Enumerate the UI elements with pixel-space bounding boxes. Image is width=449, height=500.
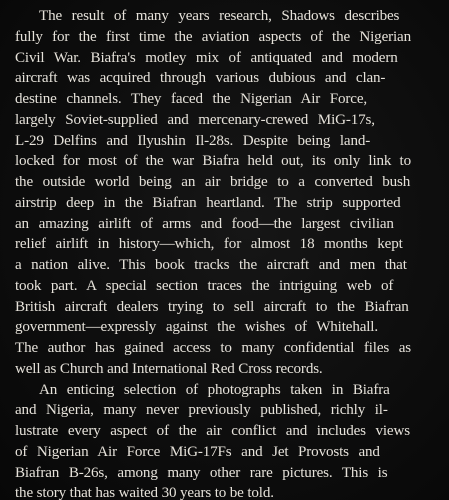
blurb-paragraph-1 xyxy=(15,6,435,380)
text-line: Civil War. Biafra's motley mix of antiquated and modern xyxy=(15,49,398,66)
text-line: well as Church and International Red Cross records. xyxy=(15,360,323,377)
text-line: The author has gained access to many confidential files as xyxy=(15,340,411,356)
blurb-paragraph-2 xyxy=(15,380,435,500)
text-line: lustrate every aspect of the air conflict and includes views xyxy=(15,423,410,439)
text-line: the story that has waited 30 years to be told. xyxy=(15,485,274,500)
text-line: took part. A special section traces the intriguing web of xyxy=(15,277,394,294)
text-line: L-29 Delfins and Ilyushin Il-28s. Despite being land- xyxy=(15,132,371,149)
text-line: An enticing selection of photographs taken in Biafra xyxy=(39,381,390,398)
text-line: the outside world being an air bridge to a converted bush xyxy=(15,174,411,190)
text-line: locked for most of the war Biafra held out, its only link to xyxy=(15,153,411,170)
text-line: a nation alive. This book tracks the aircraft and men that xyxy=(15,257,407,273)
text-line: British aircraft dealers trying to sell aircraft to the Biafran xyxy=(15,298,409,315)
text-line: Biafran B-26s, among many other rare pictures. This is xyxy=(15,464,388,481)
text-line: of Nigerian Air Force MiG-17Fs and Jet Provosts and xyxy=(15,443,380,460)
text-line: government—expressly against the wishes of Whitehall. xyxy=(15,319,378,336)
text-line: relief airlift in history—which, for almost 18 months kept xyxy=(15,236,403,253)
text-line: destine channels. They faced the Nigerian Air Force, xyxy=(15,91,368,107)
text-line: fully for the first time the aviation aspects of the Nigerian xyxy=(15,28,411,45)
text-line: and Nigeria, many never previously published, richly il- xyxy=(15,402,388,419)
text-line: The result of many years research, Shadows describes xyxy=(39,8,400,24)
text-line: an amazing airlift of arms and food—the largest civilian xyxy=(15,215,394,232)
text-line: airstrip deep in the Biafran heartland. The strip supported xyxy=(15,194,401,211)
text-line: largely Soviet-supplied and mercenary-crewed MiG-17s, xyxy=(15,111,375,128)
text-line: aircraft was acquired through various dubious and clan- xyxy=(15,70,386,87)
